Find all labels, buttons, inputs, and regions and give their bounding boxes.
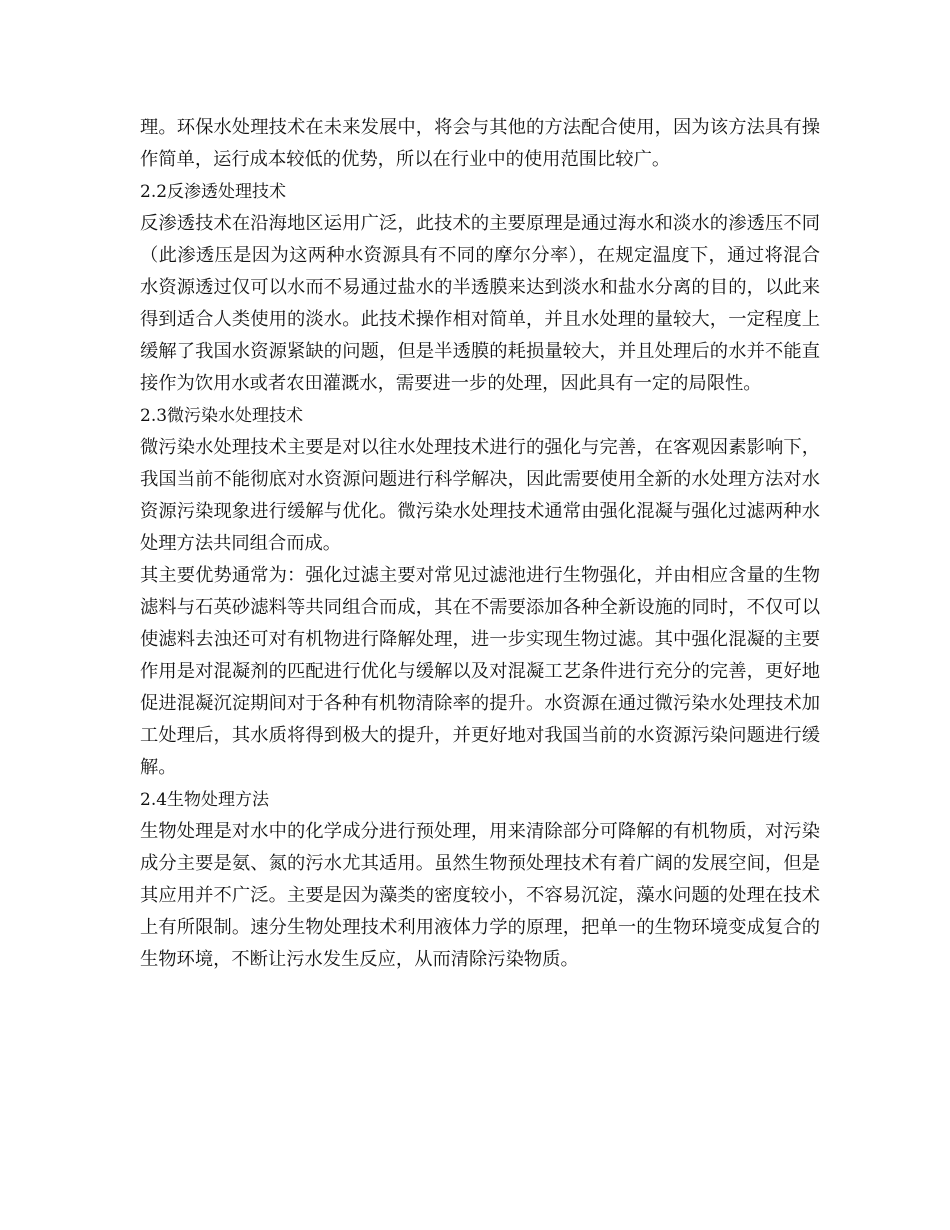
paragraph-biological-treatment: 生物处理是对水中的化学成分进行预处理，用来清除部分可降解的有机物质，对污染成分主要是氨、氮的污水尤其适用。虽然生物预处理技术有着广阔的发展空间，但是其应用并不广泛。主要是因为藻类的密度较小，不容易沉淀，藻水问题的处理在技术上有所限制。速分生物处理技术利用液体力学的原理，把单一的生物环境变成复合的生物环境，不断让污水发生反应，从而清除污染物质。 (140, 821, 820, 970)
paragraph-continuation: 理。环保水处理技术在未来发展中，将会与其他的方法配合使用，因为该方法具有操作简单，运行成本较低的优势，所以在行业中的使用范围比较广。 (140, 117, 820, 170)
paragraph-reverse-osmosis: 反渗透技术在沿海地区运用广泛，此技术的主要原理是通过海水和淡水的渗透压不同（此渗透压是因为这两种水资源具有不同的摩尔分率），在规定温度下，通过将混合水资源透过仅可以水而不易通过盐水的半透膜来达到淡水和盐水分离的目的，以此来得到适合人类使用的淡水。此技术操作相对简单，并且水处理的量较大，一定程度上缓解了我国水资源紧缺的问题，但是半透膜的耗损量较大，并且处理后的水并不能直接作为饮用水或者农田灌溉水，需要进一步的处理，因此具有一定的局限性。 (140, 213, 820, 394)
document-page (140, 112, 820, 976)
section-heading-2-4: 2.4生物处理方法 (140, 790, 270, 810)
paragraph-micro-pollution: 微污染水处理技术主要是对以往水处理技术进行的强化与完善，在客观因素影响下，我国当前不能彻底对水资源问题进行科学解决，因此需要使用全新的水处理方法对水资源污染现象进行缓解与优化。微污染水处理技术通常由强化混凝与强化过滤两种水处理方法共同组合而成。 (140, 437, 820, 554)
section-heading-2-3: 2.3微污染水处理技术 (140, 406, 304, 426)
section-heading-2-2: 2.2反渗透处理技术 (140, 182, 287, 202)
paragraph-advantages: 其主要优势通常为：强化过滤主要对常见过滤池进行生物强化，并由相应含量的生物滤料与石英砂滤料等共同组合而成，其在不需要添加各种全新设施的同时，不仅可以使滤料去浊还可对有机物进行降解处理，进一步实现生物过滤。其中强化混凝的主要作用是对混凝剂的匹配进行优化与缓解以及对混凝工艺条件进行充分的完善，更好地促进混凝沉淀期间对于各种有机物清除率的提升。水资源在通过微污染水处理技术加工处理后，其水质将得到极大的提升，并更好地对我国当前的水资源污染问题进行缓解。 (140, 565, 820, 778)
